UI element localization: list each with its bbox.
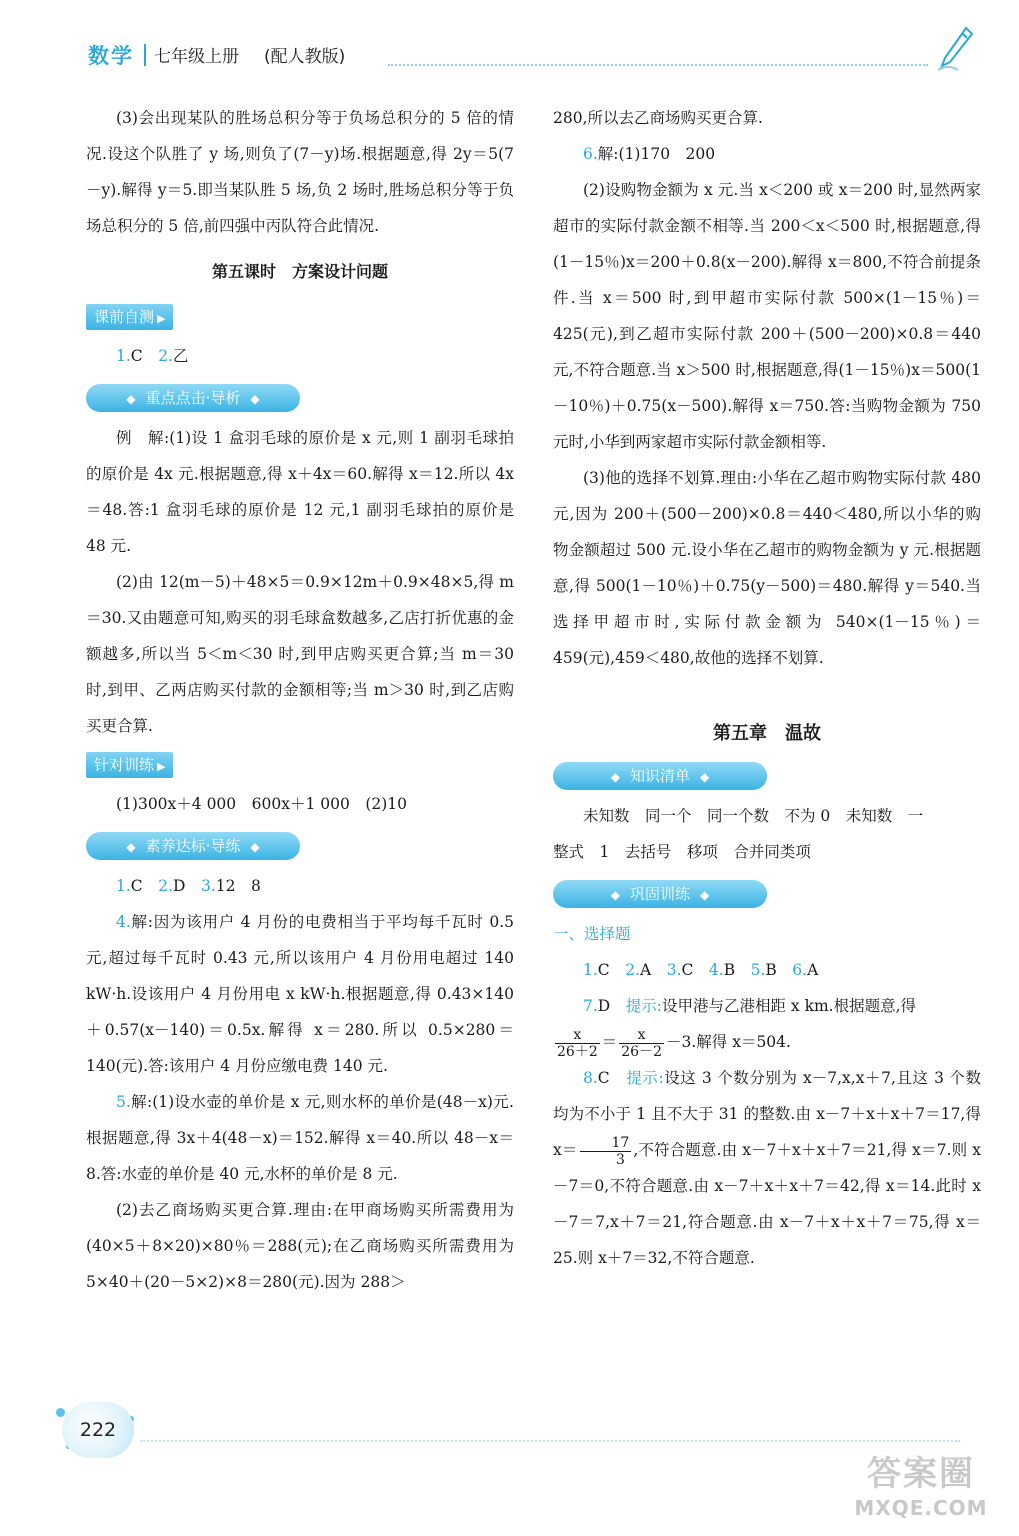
fraction-denominator: 26－2 (621, 1043, 662, 1060)
knowledge-line-1: 未知数 同一个 同一个数 不为 0 未知数 一 (583, 807, 924, 825)
section-tag-pre-test (86, 304, 173, 330)
example-label: 例 (116, 429, 133, 447)
question-5-solution (86, 1084, 514, 1192)
example-part2: (2)由 12(m－5)＋48×5＝0.9×12m＋0.9×48×5,得 m＝30.又由题意可知,购买的羽毛球盒数越多,乙店打折优惠的金额越多,所以当 5＜m＜30 时,到甲店购买更合算;当 m＝30 时,到甲、乙两店购买付款的金额相等;当 m＞30 时,到乙店购买更合算. (86, 573, 514, 735)
tag-label: 课前自测 (94, 308, 155, 326)
answer-number: 2. (158, 877, 173, 895)
solution-text: ,不符合题意.由 x－7＋x＋x＋7＝21,得 x＝7.则 x－7＝0,不符合题意.由 x－7＋x＋x＋7＝42,得 x＝14.此时 x－7＝7,x＋7＝21,符合题意.由 x－7＋x＋x＋7＝75,得 x＝25.则 x＋7＝32,不符合题意. (553, 1141, 981, 1267)
chapter-title: 第五章 温故 (713, 723, 821, 744)
answer-value: A (807, 961, 819, 979)
band-label: 重点点击·导析 (145, 389, 241, 407)
page-header (88, 38, 988, 74)
band-label: 巩固训练 (629, 885, 690, 903)
decor-bubble (56, 1408, 65, 1417)
answer-number: 1. (116, 347, 131, 365)
fraction-numerator: x (619, 1027, 664, 1044)
edition-label: (配人教版) (264, 47, 346, 67)
answer-number: 6. (792, 961, 808, 979)
solution-text: 解:(1)170 200 (597, 145, 716, 163)
hint-label: 提示: (625, 997, 662, 1015)
diamond-icon: ◆ (126, 840, 136, 854)
hint-label: 提示: (626, 1069, 664, 1087)
literacy-answers (86, 868, 514, 904)
answer-value: D (597, 997, 611, 1015)
page-number: 222 (62, 1402, 134, 1458)
answer-value: 12 8 (215, 877, 261, 895)
subsection-title: 一、选择题 (553, 925, 631, 943)
grade-label: 七年级上册 (154, 47, 239, 67)
band-label: 素养达标·导练 (145, 837, 241, 855)
section-band-literacy (86, 832, 300, 860)
watermark-url: MXQE.COM (854, 1496, 988, 1520)
question-7-equation (553, 1024, 981, 1060)
question-6-part1 (553, 136, 981, 172)
diamond-icon: ◆ (250, 840, 260, 854)
fraction-numerator: x (555, 1027, 600, 1044)
answer-value: C (130, 877, 143, 895)
question-5-part2: (2)去乙商场购买更合算.理由:在甲商场购买所需费用为(40×5＋8×20)×80％＝288(元);在乙商场购买所需费用为 5×40＋(20－5×2)×8＝280(元).因为 288＞ (86, 1201, 514, 1291)
question-4-solution (86, 904, 514, 1084)
solution-text: 解:因为该用户 4 月份的电费相当于平均每千瓦时 0.5 元,超过每千瓦时 0.43 元,所以该用户 4 月份用电超过 140 kW·h.设该用户 4 月份用电 x kW·h.根据题意,得 0.43×140＋0.57(x－140)＝0.5x.解得 x＝280.所以 0.5×280＝140(元).答:该用户 4 月份应缴电费 140 元. (86, 913, 514, 1075)
solution-text: 设这 3 个数分别为 x－7,x,x＋7,且这 3 个数均为不小于 1 且不大于 31 的整数.由 x－7＋x＋x＋7＝17,得 x＝ (553, 1069, 981, 1159)
knowledge-line-2: 整式 1 去括号 移项 合并同类项 (553, 843, 811, 861)
diamond-icon: ◆ (610, 770, 620, 784)
question-7-solution (553, 988, 981, 1024)
fraction (619, 1027, 664, 1060)
answer-value: B (723, 961, 736, 979)
question-6-part2: (2)设购物金额为 x 元.当 x＜200 或 x＝200 时,显然两家超市的实际付款金额不相等.当 200＜x＜500 时,根据题意,得(1－15％)x＝200＋0.8(x－200).解得 x＝800,不符合前提条件.当 x＝500 时,到甲超市实际付款 500×(1－15％)＝425(元),到乙超市实际付款 200＋(500－200)×0.8＝440 元,不符合题意.当 x＞500 时,根据题意,得(1－15％)x＝500(1－10％)＋0.75(x－500).解得 x＝750.答:当购物金额为 750 元时,小华到两家超市实际付款金额相等. (553, 181, 981, 451)
answer-value: C (597, 1069, 610, 1087)
question-8-solution (553, 1060, 981, 1276)
answer-value: C (130, 347, 143, 365)
section-band-focus (86, 384, 300, 412)
lesson-title: 第五课时 方案设计问题 (211, 262, 388, 281)
diamond-icon: ◆ (610, 888, 620, 902)
band-label: 知识清单 (629, 767, 690, 785)
header-divider (144, 44, 146, 66)
answer-value: B (765, 961, 777, 979)
tag-label: 针对训练 (94, 756, 155, 774)
header-dotted-line (388, 64, 928, 66)
triangle-right-icon: ▶ (157, 312, 166, 325)
diamond-icon: ◆ (700, 770, 710, 784)
footer-dotted-line (140, 1440, 960, 1442)
question-number: 8. (583, 1069, 598, 1087)
diamond-icon: ◆ (700, 888, 710, 902)
watermark-main: 答案圈 (867, 1454, 975, 1494)
right-column (553, 100, 981, 1276)
answer-value: C (597, 961, 610, 979)
section-band-consolidate (553, 880, 767, 908)
answer-number: 4. (708, 961, 724, 979)
section-band-knowledge (553, 762, 767, 790)
watermark-logo (836, 1452, 1006, 1528)
answer-value: D (172, 877, 186, 895)
continuation-line: 280,所以去乙商场购买更合算. (553, 109, 763, 127)
left-column (86, 100, 514, 1300)
question-6-part3: (3)他的选择不划算.理由:小华在乙超市购物实际付款 480 元,因为 200＋(500－200)×0.8＝440＜480,所以小华的购物金额超过 500 元.设小华在乙超市的购物金额为 y 元.根据题意,得 500(1－10％)＋0.75(y－500)＝480.解得 y＝540.当选择甲超市时,实际付款金额为 540×(1－15％)＝459(元),459＜480,故他的选择不划算. (553, 469, 981, 667)
subject-label: 数学 (88, 44, 134, 68)
fraction (555, 1027, 600, 1060)
answer-value: 乙 (172, 347, 189, 365)
question-number: 7. (583, 997, 598, 1015)
example-part1 (86, 420, 514, 564)
pre-test-answers (86, 338, 514, 374)
answer-number: 2. (625, 961, 640, 979)
equation-tail: －3.解得 x＝504. (665, 1033, 791, 1051)
fraction-denominator: 26＋2 (557, 1043, 598, 1060)
solution-text: 解:(1)设水壶的单价是 x 元,则水杯的单价是(48－x)元.根据题意,得 3x＋4(48－x)＝152.解得 x＝40.所以 48－x＝8.答:水壶的单价是 40 元,水杯的单价是 8 元. (86, 1093, 514, 1183)
question-number: 6. (583, 145, 598, 163)
question-number: 5. (116, 1093, 131, 1111)
intro-paragraph: (3)会出现某队的胜场总积分等于负场总积分的 5 倍的情况.设这个队胜了 y 场,则负了(7－y)场.根据题意,得 2y＝5(7－y).解得 y＝5.即当某队胜 5 场,负 2 场时,胜场总积分等于负场总积分的 5 倍,前四强中丙队符合此情况. (86, 109, 514, 235)
pen-icon (936, 24, 976, 74)
answer-number: 3. (666, 961, 682, 979)
equals-sign: ＝ (601, 1033, 618, 1051)
answer-number: 5. (750, 961, 766, 979)
solution-text: 设甲港与乙港相距 x km.根据题意,得 (661, 997, 917, 1015)
section-tag-training (86, 752, 173, 778)
multiple-choice-answers (553, 952, 981, 988)
fraction-denominator: 3 (615, 1151, 625, 1168)
answer-number: 1. (583, 961, 598, 979)
answer-value: C (681, 961, 694, 979)
answer-number: 1. (116, 877, 131, 895)
question-number: 4. (116, 913, 131, 931)
diamond-icon: ◆ (126, 392, 136, 406)
fraction-numerator: 17 (580, 1135, 632, 1152)
answer-value: A (639, 961, 652, 979)
fraction (580, 1135, 632, 1168)
answer-number: 3. (200, 877, 216, 895)
example-text: 解:(1)设 1 盒羽毛球的原价是 x 元,则 1 副羽毛球拍的原价是 4x 元.根据题意,得 x＋4x＝60.解得 x＝12.所以 4x＝48.答:1 盒羽毛球的原价是 12 元,1 副羽毛球拍的原价是 48 元. (86, 429, 514, 555)
triangle-right-icon: ▶ (157, 760, 166, 773)
diamond-icon: ◆ (250, 392, 260, 406)
training-answer: (1)300x＋4 000 600x＋1 000 (2)10 (116, 795, 408, 813)
answer-number: 2. (158, 347, 173, 365)
